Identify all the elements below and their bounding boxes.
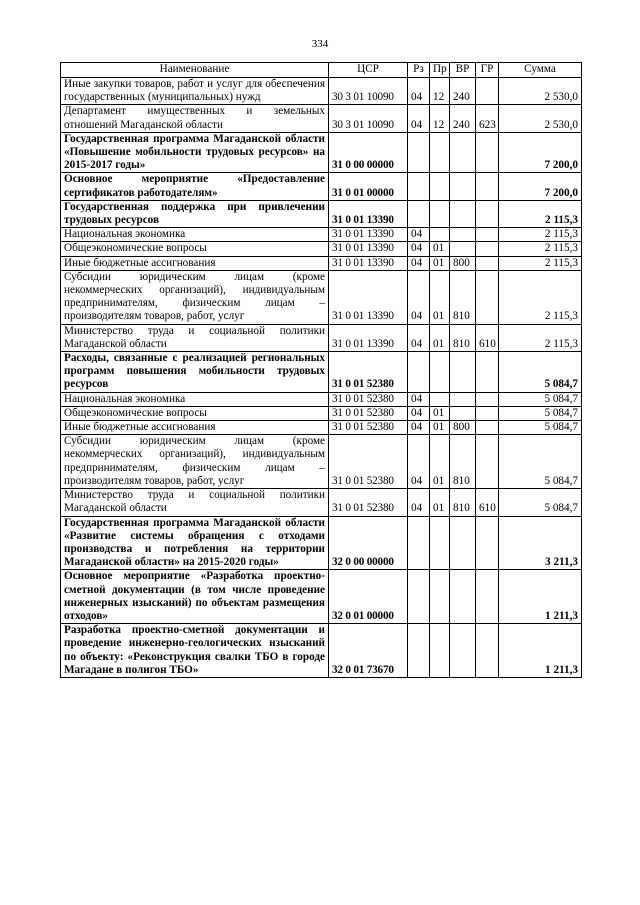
- cell-rz: 04: [408, 228, 430, 242]
- cell-vr: 810: [450, 435, 476, 489]
- table-row: [61, 489, 582, 516]
- cell-pr: [430, 392, 450, 406]
- cell-sum: 5 084,7: [499, 352, 582, 393]
- table-row: [61, 392, 582, 406]
- cell-gr: [476, 228, 499, 242]
- cell-pr: 01: [430, 406, 450, 420]
- table-row: [61, 406, 582, 420]
- cell-name: Разработка проектно-сметной документации и проведение инженерно-геологических изысканий по объекту: «Реконструкция свалки ТБО в городе Магадане в полигон ТБО»: [61, 624, 329, 678]
- cell-gr: [476, 270, 499, 324]
- cell-pr: [430, 132, 450, 173]
- cell-vr: [450, 242, 476, 256]
- cell-csr: 32 0 01 73670: [329, 624, 408, 678]
- cell-sum: 5 084,7: [499, 392, 582, 406]
- cell-csr: 31 0 01 13390: [329, 256, 408, 270]
- cell-rz: 04: [408, 105, 430, 132]
- header-csr: ЦСР: [329, 63, 408, 78]
- cell-sum: 2 115,3: [499, 200, 582, 227]
- cell-vr: [450, 406, 476, 420]
- cell-name: Государственная программа Магаданской области «Развитие системы обращения с отходами производства и потребления на территории Магаданской области» на 2015-2020 годы»: [61, 516, 329, 570]
- table-row: [61, 78, 582, 105]
- cell-pr: [430, 352, 450, 393]
- cell-rz: 04: [408, 78, 430, 105]
- cell-name: Национальная экономика: [61, 392, 329, 406]
- cell-rz: 04: [408, 406, 430, 420]
- cell-rz: [408, 516, 430, 570]
- cell-csr: 30 3 01 10090: [329, 105, 408, 132]
- table-row: [61, 173, 582, 200]
- cell-sum: 2 115,3: [499, 242, 582, 256]
- cell-gr: 610: [476, 489, 499, 516]
- cell-name: Субсидии юридическим лицам (кроме некоммерческих организаций), индивидуальным предпринимателям, физическим лицам – производителям товаров, работ, услуг: [61, 270, 329, 324]
- cell-sum: 7 200,0: [499, 132, 582, 173]
- cell-gr: [476, 406, 499, 420]
- cell-name: Основное мероприятие «Предоставление сертификатов работодателям»: [61, 173, 329, 200]
- cell-name: Департамент имущественных и земельных отношений Магаданской области: [61, 105, 329, 132]
- cell-csr: 31 0 01 52380: [329, 421, 408, 435]
- cell-csr: 31 0 00 00000: [329, 132, 408, 173]
- cell-gr: [476, 516, 499, 570]
- table-row: [61, 132, 582, 173]
- cell-csr: 31 0 01 13390: [329, 200, 408, 227]
- table-row: [61, 624, 582, 678]
- cell-pr: 01: [430, 324, 450, 351]
- cell-sum: 2 115,3: [499, 228, 582, 242]
- budget-table: [60, 62, 582, 678]
- cell-name: Общеэкономические вопросы: [61, 406, 329, 420]
- cell-sum: 2 115,3: [499, 324, 582, 351]
- table-row: [61, 242, 582, 256]
- cell-pr: 01: [430, 489, 450, 516]
- cell-csr: 32 0 00 00000: [329, 516, 408, 570]
- header-sum: Сумма: [499, 63, 582, 78]
- cell-gr: [476, 352, 499, 393]
- cell-vr: [450, 228, 476, 242]
- cell-rz: 04: [408, 324, 430, 351]
- cell-gr: [476, 173, 499, 200]
- cell-sum: 2 115,3: [499, 270, 582, 324]
- cell-rz: [408, 624, 430, 678]
- cell-gr: [476, 624, 499, 678]
- table-row: [61, 256, 582, 270]
- cell-rz: [408, 200, 430, 227]
- table-row: [61, 270, 582, 324]
- header-vr: ВР: [450, 63, 476, 78]
- cell-sum: 2 530,0: [499, 105, 582, 132]
- cell-sum: 2 115,3: [499, 256, 582, 270]
- cell-rz: 04: [408, 242, 430, 256]
- cell-vr: 240: [450, 78, 476, 105]
- cell-pr: 12: [430, 105, 450, 132]
- cell-rz: [408, 570, 430, 624]
- cell-name: Иные закупки товаров, работ и услуг для обеспечения государственных (муниципальных) нужд: [61, 78, 329, 105]
- cell-rz: 04: [408, 256, 430, 270]
- cell-pr: 01: [430, 256, 450, 270]
- cell-vr: 240: [450, 105, 476, 132]
- table-row: [61, 570, 582, 624]
- cell-sum: 5 084,7: [499, 406, 582, 420]
- cell-csr: 31 0 01 13390: [329, 242, 408, 256]
- table-row: [61, 421, 582, 435]
- cell-pr: 01: [430, 435, 450, 489]
- cell-vr: 800: [450, 256, 476, 270]
- cell-gr: [476, 242, 499, 256]
- cell-vr: 810: [450, 324, 476, 351]
- cell-csr: 32 0 01 00000: [329, 570, 408, 624]
- cell-sum: 7 200,0: [499, 173, 582, 200]
- cell-sum: 5 084,7: [499, 435, 582, 489]
- header-name: Наименование: [61, 63, 329, 78]
- cell-gr: [476, 570, 499, 624]
- cell-name: Общеэкономические вопросы: [61, 242, 329, 256]
- cell-sum: 3 211,3: [499, 516, 582, 570]
- cell-rz: 04: [408, 435, 430, 489]
- cell-csr: 31 0 01 52380: [329, 435, 408, 489]
- cell-rz: [408, 352, 430, 393]
- cell-csr: 31 0 01 13390: [329, 270, 408, 324]
- cell-vr: [450, 516, 476, 570]
- cell-name: Субсидии юридическим лицам (кроме некоммерческих организаций), индивидуальным предпринимателям, физическим лицам – производителям товаров, работ, услуг: [61, 435, 329, 489]
- cell-csr: 31 0 01 52380: [329, 489, 408, 516]
- table-row: [61, 435, 582, 489]
- cell-gr: 610: [476, 324, 499, 351]
- table-header-row: [61, 63, 582, 78]
- cell-rz: [408, 173, 430, 200]
- cell-rz: [408, 132, 430, 173]
- cell-csr: 31 0 01 52380: [329, 352, 408, 393]
- cell-pr: 12: [430, 78, 450, 105]
- cell-gr: [476, 132, 499, 173]
- cell-pr: [430, 516, 450, 570]
- cell-vr: [450, 173, 476, 200]
- cell-csr: 31 0 01 52380: [329, 406, 408, 420]
- cell-name: Министерство труда и социальной политики Магаданской области: [61, 489, 329, 516]
- cell-gr: [476, 421, 499, 435]
- cell-csr: 31 0 01 13390: [329, 228, 408, 242]
- cell-name: Расходы, связанные с реализацией региональных программ повышения мобильности трудовых ресурсов: [61, 352, 329, 393]
- table-row: [61, 228, 582, 242]
- table-body: [61, 78, 582, 678]
- cell-vr: [450, 352, 476, 393]
- cell-pr: 01: [430, 421, 450, 435]
- cell-gr: [476, 392, 499, 406]
- cell-gr: [476, 435, 499, 489]
- cell-sum: 1 211,3: [499, 570, 582, 624]
- cell-pr: [430, 200, 450, 227]
- cell-vr: 810: [450, 489, 476, 516]
- cell-name: Государственная программа Магаданской области «Повышение мобильности трудовых ресурсов» на 2015-2017 годы»: [61, 132, 329, 173]
- cell-csr: 31 0 01 00000: [329, 173, 408, 200]
- cell-vr: [450, 132, 476, 173]
- cell-gr: [476, 78, 499, 105]
- cell-vr: [450, 392, 476, 406]
- cell-csr: 30 3 01 10090: [329, 78, 408, 105]
- cell-vr: [450, 624, 476, 678]
- cell-sum: 2 530,0: [499, 78, 582, 105]
- table-row: [61, 352, 582, 393]
- cell-pr: 01: [430, 270, 450, 324]
- cell-pr: 01: [430, 242, 450, 256]
- cell-gr: [476, 256, 499, 270]
- header-gr: ГР: [476, 63, 499, 78]
- cell-rz: 04: [408, 270, 430, 324]
- cell-sum: 5 084,7: [499, 421, 582, 435]
- table-row: [61, 324, 582, 351]
- cell-rz: 04: [408, 392, 430, 406]
- cell-sum: 5 084,7: [499, 489, 582, 516]
- cell-vr: 800: [450, 421, 476, 435]
- cell-pr: [430, 570, 450, 624]
- cell-vr: [450, 570, 476, 624]
- cell-csr: 31 0 01 52380: [329, 392, 408, 406]
- table-row: [61, 516, 582, 570]
- cell-vr: [450, 200, 476, 227]
- table-row: [61, 105, 582, 132]
- header-pr: Пр: [430, 63, 450, 78]
- cell-name: Государственная поддержка при привлечении трудовых ресурсов: [61, 200, 329, 227]
- cell-sum: 1 211,3: [499, 624, 582, 678]
- cell-vr: 810: [450, 270, 476, 324]
- cell-rz: 04: [408, 489, 430, 516]
- cell-csr: 31 0 01 13390: [329, 324, 408, 351]
- table-row: [61, 200, 582, 227]
- cell-name: Иные бюджетные ассигнования: [61, 421, 329, 435]
- page-number: 334: [311, 38, 329, 50]
- cell-pr: [430, 624, 450, 678]
- cell-rz: 04: [408, 421, 430, 435]
- cell-pr: [430, 173, 450, 200]
- cell-gr: [476, 200, 499, 227]
- header-rz: Рз: [408, 63, 430, 78]
- cell-name: Основное мероприятие «Разработка проектно-сметной документации (в том числе проведение инженерных изысканий) по объектам размещения отходов»: [61, 570, 329, 624]
- cell-name: Иные бюджетные ассигнования: [61, 256, 329, 270]
- cell-name: Министерство труда и социальной политики Магаданской области: [61, 324, 329, 351]
- cell-gr: 623: [476, 105, 499, 132]
- cell-name: Национальная экономика: [61, 228, 329, 242]
- cell-pr: [430, 228, 450, 242]
